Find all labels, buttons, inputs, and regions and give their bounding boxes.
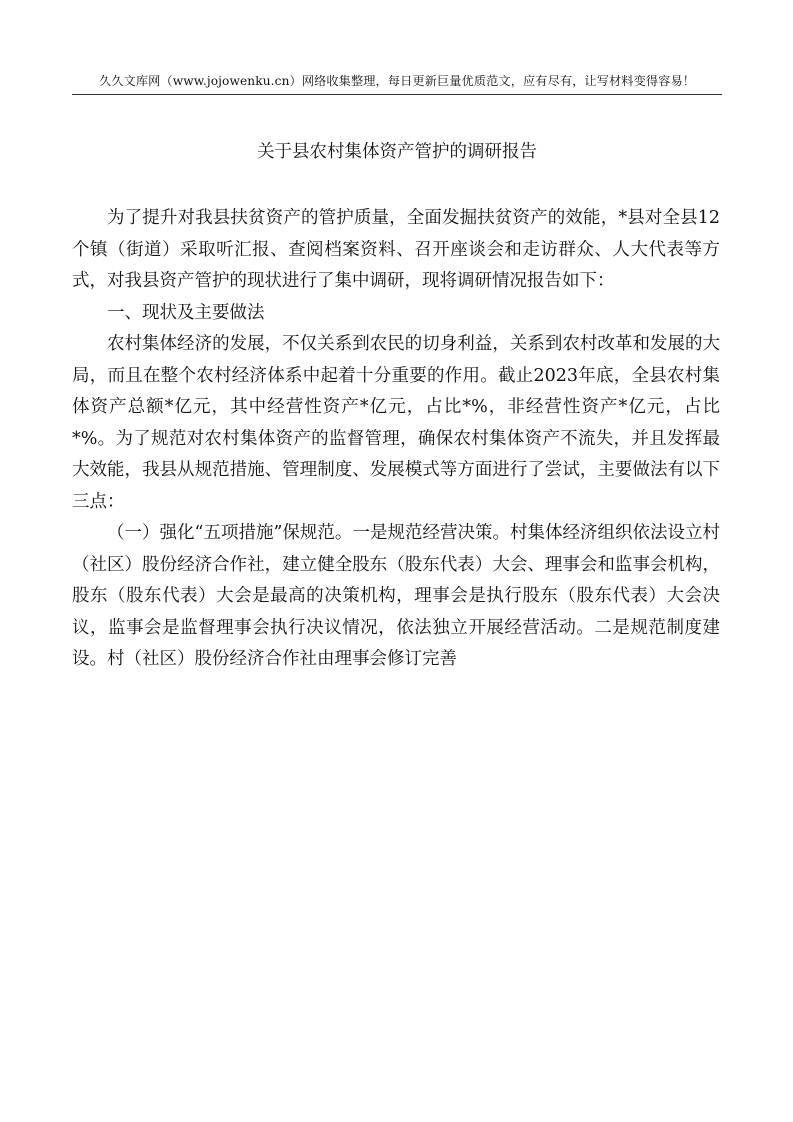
section-heading-1: 一、现状及主要做法 (107, 302, 265, 323)
document-body (72, 203, 720, 676)
header-text: 久久文库网（www.jojowenku.cn）网络收集整理，每日更新巨量优质范文，应有尽有，让写材料变得容易！ (98, 74, 696, 88)
paragraph-measures: （一）强化“五项措施”保规范。一是规范经营决策。村集体经济组织依法设立村（社区）股份经济合作社，建立健全股东（股东代表）大会、理事会和监事会机构，股东（股东代表）大会是最高的决策机构，理事会是执行股东（股东代表）大会决议，监事会是监督理事会执行决议情况，依法独立开展经营活动。二是规范制度建设。村（社区）股份经济合作社由理事会修订完善 (72, 523, 720, 669)
document-title: 关于县农村集体资产管护的调研报告 (257, 142, 537, 162)
paragraph-intro: 为了提升对我县扶贫资产的管护质量，全面发掘扶贫资产的效能，*县对全县12个镇（街道）采取听汇报、查阅档案资料、召开座谈会和走访群众、人大代表等方式，对我县资产管护的现状进行了集中调研，现将调研情况报告如下： (72, 208, 720, 291)
page-header (72, 72, 722, 95)
paragraph-status: 农村集体经济的发展，不仅关系到农民的切身利益，关系到农村改革和发展的大局，而且在整个农村经济体系中起着十分重要的作用。截止2023年底，全县农村集体资产总额*亿元，其中经营性资产*亿元，占比*%，非经营性资产*亿元，占比*%。为了规范对农村集体资产的监督管理，确保农村集体资产不流失，并且发挥最大效能，我县从规范措施、管理制度、发展模式等方面进行了尝试，主要做法有以下三点： (72, 334, 720, 512)
